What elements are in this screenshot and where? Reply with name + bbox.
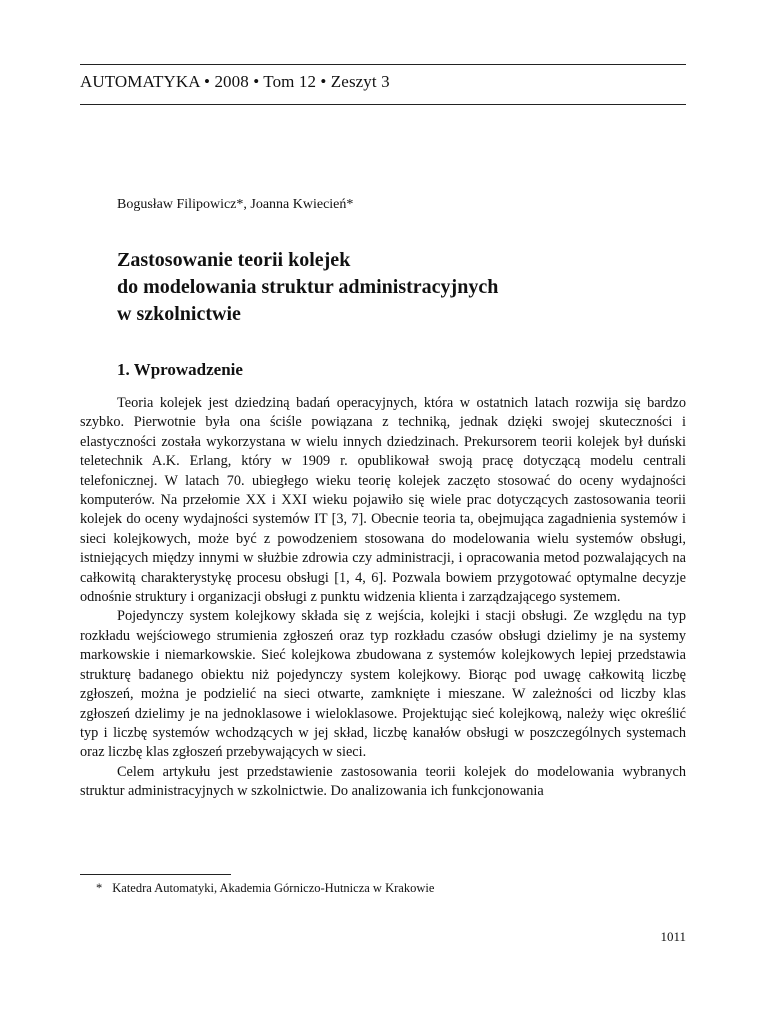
article-body <box>80 394 686 802</box>
section-heading: 1. Wprowadzenie <box>117 360 243 379</box>
body-paragraph: Teoria kolejek jest dziedziną badań operacyjnych, która w ostatnich latach rozwija się bardzo szybko. Pierwotnie była ona ściśle powiązana z techniką, jednak dzięki swojej skuteczności i elastyczności została wykorzystana w wielu innych dziedzinach. Prekursorem teorii kolejek był duński teletechnik A.K. Erlang, który w 1909 r. opublikował swoją pracę dotyczącą modelu centrali telefonicznej. W latach 70. ubiegłego wieku teorię kolejek zaczęto stosować do oceny wydajności komputerów. Na przełomie XX i XXI wieku pojawiło się wiele prac dotyczących zastosowania teorii kolejek do oceny wydajności systemów IT [3, 7]. Obecnie teoria ta, obejmująca zagadnienia systemów i sieci kolejkowych, może być z powodzeniem stosowana do modelowania wielu systemów obsługi, istniejących między innymi w służbie zdrowia czy administracji, i opracowania metod pozwalających na całkowitą charakterystykę procesu obsługi [1, 4, 6]. Pozwala bowiem przygotować optymalne decyzje odnośnie struktury i organizacji obsługi z punktu widzenia klienta i zarządzającego systemem. <box>80 395 686 606</box>
footnote-rule <box>80 874 231 875</box>
journal-header: AUTOMATYKA • 2008 • Tom 12 • Zeszyt 3 <box>80 72 390 91</box>
footnote-mark: * <box>96 881 103 895</box>
page-number: 1011 <box>660 929 686 944</box>
article-title-line: do modelowania struktur administracyjnych <box>117 276 499 298</box>
header-top-rule <box>80 64 686 65</box>
body-paragraph: Pojedynczy system kolejkowy składa się z wejścia, kolejki i stacji obsługi. Ze względu na typ rozkładu wejściowego strumienia zgłoszeń oraz typ rozkładu czasów obsługi dzielimy je na systemy markowskie i niemarkowskie. Sieć kolejkowa zbudowana z systemów kolejkowych lepiej przedstawia strukturę badanego obiektu niż pojedynczy system kolejkowy. Biorąc pod uwagę całkowitą liczbę zgłoszeń, można je podzielić na sieci otwarte, zamknięte i mieszane. W zależności od liczby klas zgłoszeń dzielimy je na jednoklasowe i wieloklasowe. Projektując sieć kolejkową, należy więc określić typ i liczbę systemów wchodzących w jej skład, liczbę kanałów obsługi w poszczególnych systemach oraz liczbę klas zgłoszeń przebywających w sieci. <box>80 608 686 761</box>
article-title <box>117 247 498 328</box>
article-title-line: Zastosowanie teorii kolejek <box>117 249 351 271</box>
body-paragraph: Celem artykułu jest przedstawienie zastosowania teorii kolejek do modelowania wybranych struktur administracyjnych w szkolnictwie. Do analizowania ich funkcjonowania <box>80 763 686 800</box>
header-bottom-rule <box>80 104 686 105</box>
footnote-text: Katedra Automatyki, Akademia Górniczo-Hutnicza w Krakowie <box>112 881 435 895</box>
article-title-line: w szkolnictwie <box>117 303 241 325</box>
footnote <box>96 881 434 896</box>
article-authors: Bogusław Filipowicz*, Joanna Kwiecień* <box>117 197 354 212</box>
